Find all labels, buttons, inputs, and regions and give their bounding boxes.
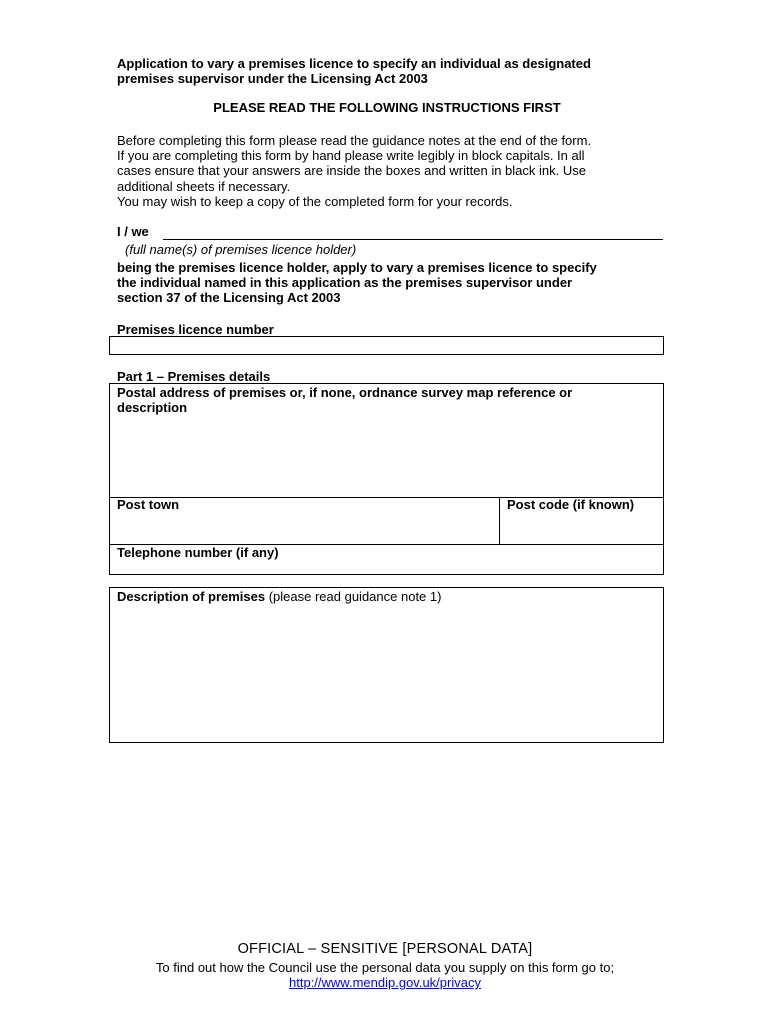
post-code-label: Post code (if known) (507, 497, 635, 512)
instructions-line: additional sheets if necessary. (117, 178, 291, 194)
part1-heading: Part 1 – Premises details (117, 369, 271, 384)
post-town-input[interactable] (111, 517, 498, 543)
instructions-line: cases ensure that your answers are inside the boxes and written in black ink. Use (117, 163, 586, 179)
post-code-cell (500, 497, 663, 545)
applicant-statement-line2: the individual named in this application as the premises supervisor under (117, 275, 573, 291)
privacy-text: To find out how the Council use the personal data you supply on this form go to; (155, 960, 615, 975)
address-label-line1: Postal address of premises or, if none, ordnance survey map reference or (117, 385, 573, 400)
privacy-link[interactable]: http://www.mendip.gov.uk/privacy (289, 975, 481, 990)
instructions-paragraph (117, 133, 662, 209)
address-label-line2: description (117, 400, 188, 415)
classification-footer: OFFICIAL – SENSITIVE [PERSONAL DATA] (237, 941, 533, 957)
licence-number-label: Premises licence number (117, 322, 274, 337)
address-cell (110, 384, 663, 498)
premises-description-label (117, 589, 441, 604)
applicant-name-hint: (full name(s) of premises licence holder) (125, 242, 357, 257)
premises-description-note: (please read guidance note 1) (265, 589, 442, 604)
post-town-label: Post town (117, 497, 180, 512)
premises-description-label-bold: Description of premises (117, 589, 266, 604)
form-title (117, 56, 657, 86)
applicant-name-line (163, 227, 663, 240)
telephone-cell (110, 545, 663, 574)
applicant-statement-line3: section 37 of the Licensing Act 2003 (117, 290, 341, 306)
licence-number-input[interactable] (110, 337, 663, 354)
applicant-name-input[interactable] (163, 229, 663, 241)
instructions-line: You may wish to keep a copy of the completed form for your records. (117, 193, 513, 209)
telephone-input[interactable] (310, 545, 662, 573)
licence-number-box (109, 336, 664, 355)
address-input[interactable] (111, 420, 662, 496)
premises-description-box (109, 587, 664, 743)
premises-details-table (109, 383, 664, 575)
telephone-label: Telephone number (if any) (117, 545, 279, 560)
applicant-statement (117, 260, 662, 306)
instructions-line: If you are completing this form by hand please write legibly in block capitals. In all (117, 148, 585, 164)
post-code-input[interactable] (501, 517, 662, 543)
privacy-link-container (0, 975, 770, 990)
form-title-line1: Application to vary a premises licence to specify an individual as designated (117, 56, 591, 71)
premises-description-input[interactable] (111, 610, 662, 741)
form-title-line2: premises supervisor under the Licensing Act 2003 (117, 71, 428, 86)
post-town-cell (110, 497, 500, 545)
address-label (117, 385, 572, 415)
instructions-heading: PLEASE READ THE FOLLOWING INSTRUCTIONS FIRST (213, 100, 561, 115)
applicant-statement-line1: being the premises licence holder, apply to vary a premises licence to specify (117, 260, 597, 275)
instructions-line: Before completing this form please read the guidance notes at the end of the form. (117, 133, 592, 148)
applicant-label: I / we (117, 224, 149, 239)
